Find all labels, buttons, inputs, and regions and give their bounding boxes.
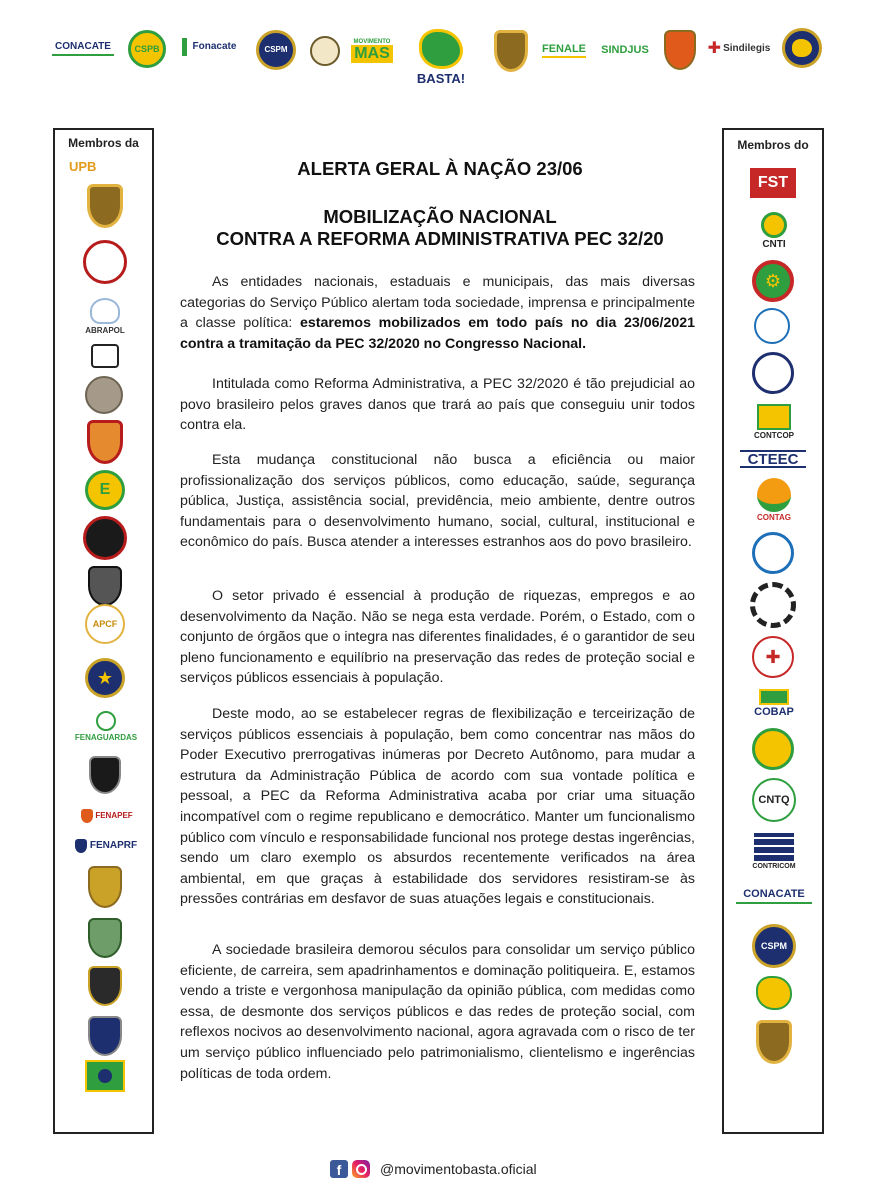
contricom-label: CONTRICOM <box>752 862 796 870</box>
cobap-logo <box>748 686 800 720</box>
contag-label: CONTAG <box>756 513 792 522</box>
navy-shield-icon <box>88 1016 122 1056</box>
map-figure-icon <box>756 976 792 1010</box>
contcop-label: CONTCOP <box>754 431 794 440</box>
sindilegis-logo <box>704 38 774 60</box>
cspm-logo: CSPM <box>256 30 296 70</box>
anepol-logo: E <box>85 470 125 510</box>
facebook-icon[interactable]: f <box>330 1160 348 1178</box>
star-seal-icon <box>85 658 125 698</box>
contimaf-seal-icon <box>754 308 790 344</box>
cross-seal-icon <box>752 636 794 678</box>
cspb-logo: CSPB <box>128 30 166 68</box>
plus-icon: ✚ <box>707 40 722 57</box>
shield-icon <box>664 30 696 70</box>
dark-seal-icon <box>83 516 127 560</box>
fenapef-label: FENAPEF <box>95 811 133 820</box>
apcf-logo: APCF <box>85 604 125 644</box>
social-handle[interactable]: @movimentobasta.oficial <box>380 1161 537 1177</box>
fst-logo: FST <box>750 168 796 198</box>
mas-label: MAS <box>351 45 393 63</box>
contricom-logo <box>746 828 802 874</box>
cross-icon: ✚ <box>765 646 781 667</box>
movimento-mas-logo <box>350 34 394 68</box>
map-seal-icon <box>782 28 822 68</box>
badge-icon <box>494 30 528 72</box>
right-panel-title: Membros do <box>737 138 809 152</box>
cnti-gear-logo <box>750 582 796 628</box>
abrapol-label: ABRAPOL <box>85 325 125 335</box>
left-members-panel <box>53 128 154 1134</box>
fenaguardas-label: FENAGUARDAS <box>74 732 138 742</box>
contcop-emblem-icon <box>757 404 791 430</box>
sindilegis-label: Sindilegis <box>723 43 771 54</box>
upb-badge-icon <box>87 184 123 228</box>
conacate-side-logo: CONACATE <box>736 886 812 904</box>
cnti-emblem-icon <box>761 212 787 238</box>
paragraph-1-emphasis: estaremos mobilizados em todo país no dia 23/06/2021 contra a tramitação da PEC 32/2020 no Congresso Nacional. <box>180 315 696 352</box>
star-icon: ★ <box>96 667 114 688</box>
fonacate-logo: Fonacate <box>182 38 242 56</box>
flag-circle-icon <box>98 1069 112 1083</box>
coin-seal-icon <box>85 376 123 414</box>
paragraph-2: Intitulada como Reforma Administrativa, a PEC 32/2020 é tão prejudicial ao povo brasileiro pelos graves danos que trará ao país que conseguiu unir todos contra ela. <box>180 376 695 434</box>
fenaprf-logo <box>67 836 145 856</box>
paragraph-6: A sociedade brasileira demorou séculos para consolidar um serviço público eficiente, de carreira, sem apadrinhamentos e dominação politiqueira. E, estamos vendo a triste e vergonhosa manipulação da opinião pública, com medidas como essa, de desmonte dos serviços públicos e das redes de proteção social, com reflexos nocivos ao desenvolvimento nacional, agora agravada com o risco de ter um serviço público influenciado pelo patrimonialismo, clientelismo e ingerências políticas de toda ordem. <box>180 942 695 1082</box>
conacate-logo: CONACATE <box>52 40 114 56</box>
abrapol-emblem-icon <box>90 298 120 324</box>
gear-icon: ⚙ <box>764 270 782 291</box>
black-shield-icon <box>89 756 121 794</box>
police-shield-icon <box>87 420 123 464</box>
contratuh-seal-icon <box>752 532 794 574</box>
fenale-logo: FENALE <box>542 42 586 58</box>
gold-shield-icon <box>88 866 122 908</box>
cspb-seal-icon <box>752 728 794 770</box>
basta-label: BASTA! <box>416 71 466 86</box>
left-panel-title: Membros da <box>68 136 139 150</box>
flag-emblem-icon <box>85 1060 125 1092</box>
blue-seal-icon <box>752 352 794 394</box>
paragraph-1-text: As entidades nacionais, estaduais e municipais, das mais diversas categorias do Serviço Público alertam toda sociedade, imprensa e principalmente a classe política: <box>180 274 695 332</box>
green-shield-icon <box>88 918 122 958</box>
fenaprf-shield-icon <box>75 839 87 853</box>
fenaguardas-emblem-icon <box>96 711 116 731</box>
brazil-map-icon <box>419 29 463 69</box>
social-footer <box>330 1158 537 1180</box>
sindjus-logo: SINDJUS <box>601 43 649 56</box>
movimento-label: MOVIMENTO <box>353 39 391 45</box>
cnti-logo <box>750 208 798 254</box>
seal-icon <box>83 240 127 284</box>
fenapef-logo <box>77 804 137 828</box>
cntq-logo: CNTQ <box>752 778 796 822</box>
grey-shield-icon <box>88 566 122 606</box>
map-icon <box>792 39 812 57</box>
paragraph-3: Esta mudança constitucional não busca a eficiência ou maior profissionalização dos serviços públicos, como educação, saúde, segurança pública, Justiça, assistência social, previdência, meio ambiente, dentre outros fundamentais para o desenvolvimento humano, social, cultural, institucional e econômico do país. Busca atender a interesses estranhos aos do povo brasileiro. <box>180 452 695 551</box>
bronze-badge-icon <box>756 1020 792 1064</box>
sun-icon <box>757 478 791 512</box>
header-logo-strip <box>0 0 879 110</box>
fenapef-shield-icon <box>81 809 93 823</box>
basta-logo <box>408 22 474 92</box>
cobap-flag-icon <box>759 689 789 705</box>
abrapol-logo <box>75 294 135 338</box>
dark-gold-shield-icon <box>88 966 122 1006</box>
paragraph-5: Deste modo, ao se estabelecer regras de flexibilização e terceirização de serviços públicos essenciais à população, bem como concentrar nas mãos do Poder Executivo prerrogativas inúmeras por Decreto Autônomo, para mudar a estrutura da Administração Pública de acordo com sua vontade política e pessoal, a PEC da Reforma Administrativa acaba por criar uma situação incompatível com o regime republicano e democrático. Manter um funcionalismo público com vínculo e responsabilidade funcional nos protege destas ingerências, sendo um claro exemplo os absurdos recentemente verificados na área ambiental, em que graças à estabilidade dos servidores resistiram-se às pressões contrárias em desfavor de suas atuações legais e constitucionais. <box>180 706 695 908</box>
contag-logo <box>750 472 798 528</box>
fenaprf-label: FENAPRF <box>89 840 138 851</box>
paragraph-1 <box>180 272 695 354</box>
cteec-logo: CTEEC <box>740 450 806 468</box>
cspm-side-logo: CSPM <box>752 924 796 968</box>
cobap-label: COBAP <box>754 705 794 718</box>
gear-seal-icon <box>752 260 794 302</box>
document-title: ALERTA GERAL À NAÇÃO 23/06 <box>297 158 583 179</box>
cnti-label: CNTI <box>762 239 786 250</box>
monogram-icon <box>91 344 119 368</box>
contcop-logo <box>748 402 800 442</box>
right-members-panel <box>722 128 824 1134</box>
bricks-icon <box>754 833 794 861</box>
upb-logo: UPB <box>69 158 97 174</box>
instagram-icon[interactable] <box>352 1160 370 1178</box>
fenaguardas-logo <box>71 706 141 746</box>
document-subtitle-line2: CONTRA A REFORMA ADMINISTRATIVA PEC 32/20 <box>216 228 664 249</box>
paragraph-4: O setor privado é essencial à produção de riquezas, empregos e ao desenvolvimento da Nação. Não se nega esta verdade. Porém, o Estado, com o conjunto de órgãos que o integra nas diferentes finalidades, é o garantidor de seu pleno funcionamento e equilíbrio na preservação das redes de proteção social e serviços públicos essenciais à população. <box>180 588 695 687</box>
document-subtitle-line1: MOBILIZAÇÃO NACIONAL <box>323 206 557 227</box>
emblem-icon <box>310 36 340 66</box>
